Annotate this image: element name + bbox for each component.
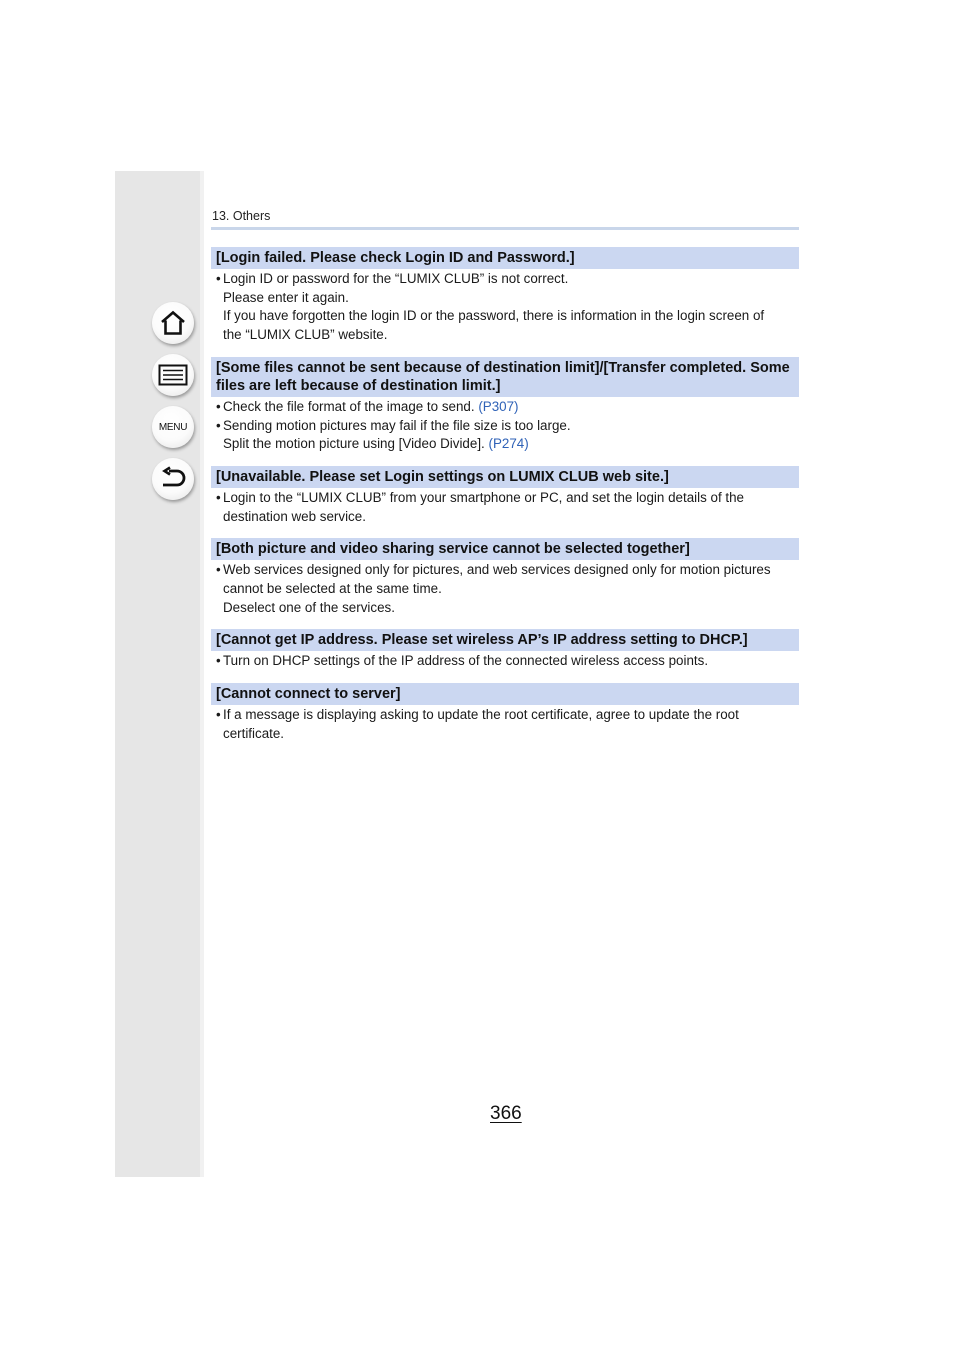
page-reference-link[interactable]: (P307)	[478, 398, 519, 414]
item-text	[223, 599, 799, 618]
list-item	[211, 561, 799, 617]
bullet-list	[211, 489, 799, 526]
item-text-content: Split the motion picture using [Video Divide].	[223, 436, 489, 452]
message-section	[211, 357, 799, 454]
bullet-list	[211, 652, 799, 671]
item-text	[223, 706, 799, 725]
section-heading: [Unavailable. Please set Login settings on LUMIX CLUB web site.]	[211, 466, 799, 488]
item-text	[223, 435, 799, 454]
menu-icon: MENU	[158, 421, 188, 433]
item-text-content: If you have forgotten the login ID or the password, there is information in the login screen of	[223, 308, 765, 324]
page-reference-link[interactable]: (P274)	[488, 436, 529, 452]
item-text	[223, 326, 799, 345]
contents-button[interactable]	[152, 354, 194, 396]
list-item	[211, 270, 799, 345]
menu-button[interactable]	[152, 406, 194, 448]
section-heading: [Cannot connect to server]	[211, 683, 799, 705]
bullet-list	[211, 706, 799, 743]
home-button[interactable]	[152, 302, 194, 344]
section-heading: [Login failed. Please check Login ID and Password.]	[211, 247, 799, 269]
header-rule	[211, 227, 799, 230]
list-item	[211, 706, 799, 743]
bullet-icon: •	[216, 417, 221, 433]
item-text-content: Check the file format of the image to send.	[223, 398, 479, 414]
item-text-content: Turn on DHCP settings of the IP address of the connected wireless access points.	[223, 653, 709, 669]
item-text	[223, 489, 799, 508]
home-icon	[159, 310, 187, 336]
item-text-content: Login to the “LUMIX CLUB” from your smartphone or PC, and set the login details of the	[223, 489, 745, 505]
item-text-content: If a message is displaying asking to update the root certificate, agree to update the root	[223, 707, 739, 723]
item-text	[223, 307, 799, 326]
bullet-icon: •	[216, 398, 221, 414]
bullet-icon: •	[216, 271, 221, 286]
item-text-content: Web services designed only for pictures, and web services designed only for motion pictures	[223, 562, 771, 578]
item-text-content: Deselect one of the services.	[223, 599, 395, 615]
list-icon	[158, 364, 188, 386]
bullet-icon: •	[216, 489, 221, 505]
section-heading: [Some files cannot be sent because of destination limit]/[Transfer completed. Some files are left because of destination limit.]	[211, 357, 799, 397]
item-text	[223, 561, 799, 580]
item-text	[223, 508, 799, 527]
item-text-content: certificate.	[223, 725, 285, 741]
list-item	[211, 652, 799, 671]
list-item	[211, 489, 799, 526]
item-text-content: Sending motion pictures may fail if the file size is too large.	[223, 417, 571, 433]
message-list	[211, 247, 799, 756]
bullet-icon: •	[216, 653, 221, 669]
item-text	[223, 652, 799, 671]
item-text-content: Please enter it again.	[223, 289, 349, 305]
section-heading: [Cannot get IP address. Please set wireless AP’s IP address setting to DHCP.]	[211, 629, 799, 651]
item-text-content: destination web service.	[223, 508, 366, 524]
message-section	[211, 538, 799, 617]
list-item	[211, 398, 799, 417]
item-text	[223, 725, 799, 744]
back-arrow-icon	[159, 466, 187, 492]
back-button[interactable]	[152, 458, 194, 500]
item-text	[223, 398, 799, 417]
item-text	[223, 270, 799, 289]
section-heading: [Both picture and video sharing service cannot be selected together]	[211, 538, 799, 560]
breadcrumb: 13. Others	[212, 209, 271, 223]
message-section	[211, 629, 799, 671]
item-text-content: the “LUMIX CLUB” website.	[223, 327, 388, 343]
item-text-content: cannot be selected at the same time.	[223, 581, 442, 597]
item-text	[223, 417, 799, 436]
bullet-list	[211, 561, 799, 617]
sidebar-edge	[200, 171, 204, 1177]
page-number: 366	[490, 1103, 522, 1124]
item-text	[223, 289, 799, 308]
item-text-content: Login ID or password for the “LUMIX CLUB” is not correct.	[223, 271, 569, 286]
bullet-list	[211, 270, 799, 345]
bullet-icon: •	[216, 562, 221, 578]
item-text	[223, 580, 799, 599]
message-section	[211, 466, 799, 526]
bullet-icon: •	[216, 707, 221, 723]
bullet-list	[211, 398, 799, 454]
message-section	[211, 683, 799, 743]
list-item	[211, 417, 799, 454]
message-section	[211, 247, 799, 345]
